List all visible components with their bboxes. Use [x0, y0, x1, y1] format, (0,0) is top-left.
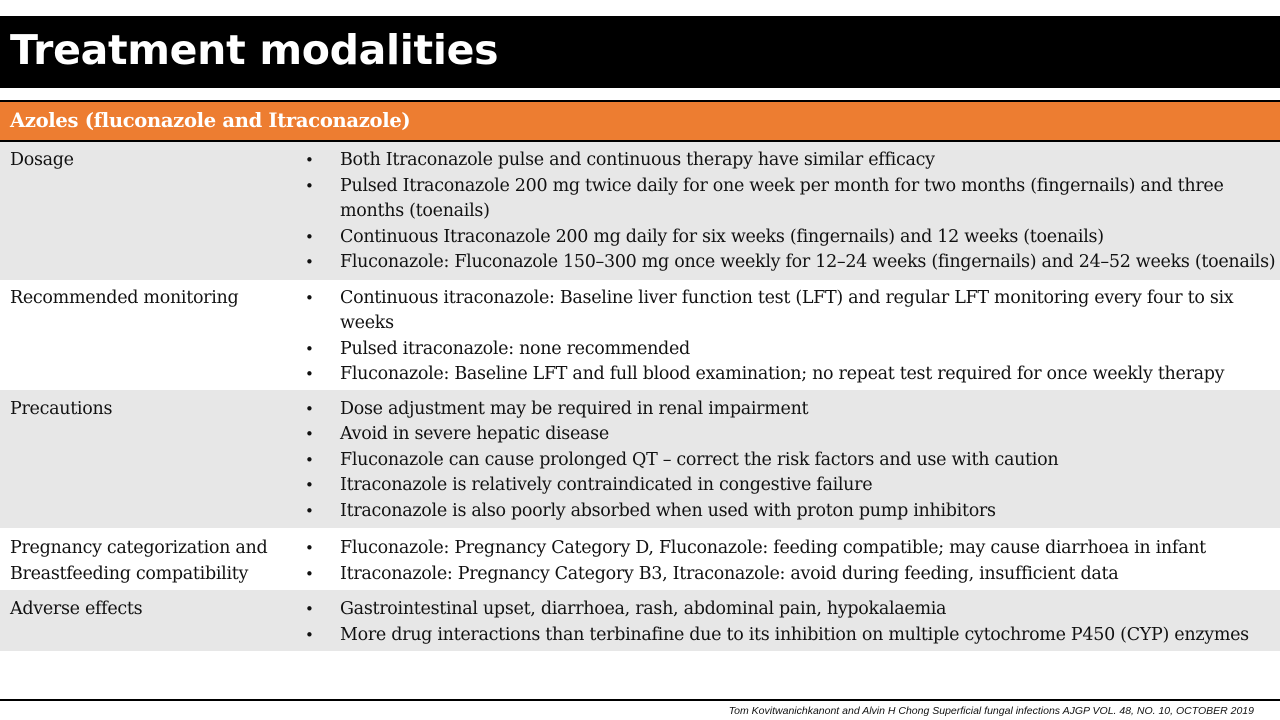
row-content — [305, 286, 1280, 388]
row-content — [305, 397, 1280, 525]
table-row-dosage — [0, 142, 1280, 280]
table-row-adverse-effects — [0, 590, 1280, 651]
row-label: Dosage — [10, 150, 74, 170]
row-label: Precautions — [10, 398, 113, 419]
bullet-item: • Both Itraconazole pulse and continuous therapy have similar efficacy — [305, 148, 1280, 174]
slide-title: Treatment modalities — [10, 26, 499, 74]
bullet-item: • Itraconazole is relatively contraindicated in congestive failure — [305, 473, 1280, 499]
table-header: Azoles (fluconazole and Itraconazole) — [0, 102, 1280, 142]
bullet-list — [305, 536, 1280, 587]
bullet-item: • Continuous Itraconazole 200 mg daily for six weeks (fingernails) and 12 weeks (toenails) — [305, 225, 1280, 251]
bullet-list — [305, 148, 1280, 276]
bullet-item: • Continuous itraconazole: Baseline liver function test (LFT) and regular LFT monitoring every four to six weeks — [305, 286, 1280, 337]
bullet-item: • Fluconazole: Pregnancy Category D, Fluconazole: feeding compatible; may cause diarrhoea in infant — [305, 536, 1280, 562]
row-content — [305, 597, 1280, 648]
bullet-item: • Itraconazole: Pregnancy Category B3, Itraconazole: avoid during feeding, insufficient data — [305, 562, 1280, 588]
bullet-item: • Pulsed Itraconazole 200 mg twice daily for one week per month for two months (fingernails) and three months (toenails) — [305, 174, 1280, 225]
table-row-precautions — [0, 390, 1280, 529]
bottom-rule — [0, 699, 1280, 701]
bullet-item: • Gastrointestinal upset, diarrhoea, rash, abdominal pain, hypokalaemia — [305, 597, 1280, 623]
row-label: Adverse effects — [10, 599, 143, 619]
bullet-item: • More drug interactions than terbinafine due to its inhibition on multiple cytochrome P450 (CYP) enzymes — [305, 623, 1280, 649]
row-content — [305, 148, 1280, 276]
bullet-list — [305, 397, 1280, 525]
bullet-item: • Dose adjustment may be required in renal impairment — [305, 397, 1280, 423]
treatment-table — [0, 100, 1280, 651]
bullet-item: • Itraconazole is also poorly absorbed when used with proton pump inhibitors — [305, 499, 1280, 525]
bullet-item: • Avoid in severe hepatic disease — [305, 422, 1280, 448]
row-label: Pregnancy categorization and Breastfeeding compatibility — [10, 538, 268, 584]
title-bar — [0, 16, 1280, 88]
bullet-item: • Pulsed itraconazole: none recommended — [305, 337, 1280, 363]
citation: Tom Kovitwanichkanont and Alvin H Chong Superficial fungal infections AJGP VOL. 48, NO. 10, OCTOBER 2019 — [728, 705, 1254, 717]
table-row-pregnancy — [0, 528, 1280, 590]
bullet-item: • Fluconazole can cause prolonged QT – correct the risk factors and use with caution — [305, 448, 1280, 474]
bullet-item: • Fluconazole: Fluconazole 150–300 mg once weekly for 12–24 weeks (fingernails) and 24–52 weeks (toenails) — [305, 250, 1280, 276]
row-label: Recommended monitoring — [10, 287, 239, 308]
bullet-list — [305, 597, 1280, 648]
bullet-list — [305, 286, 1280, 388]
table-row-monitoring — [0, 280, 1280, 390]
bullet-item: • Fluconazole: Baseline LFT and full blood examination; no repeat test required for once weekly therapy — [305, 362, 1280, 388]
row-content — [305, 536, 1280, 587]
